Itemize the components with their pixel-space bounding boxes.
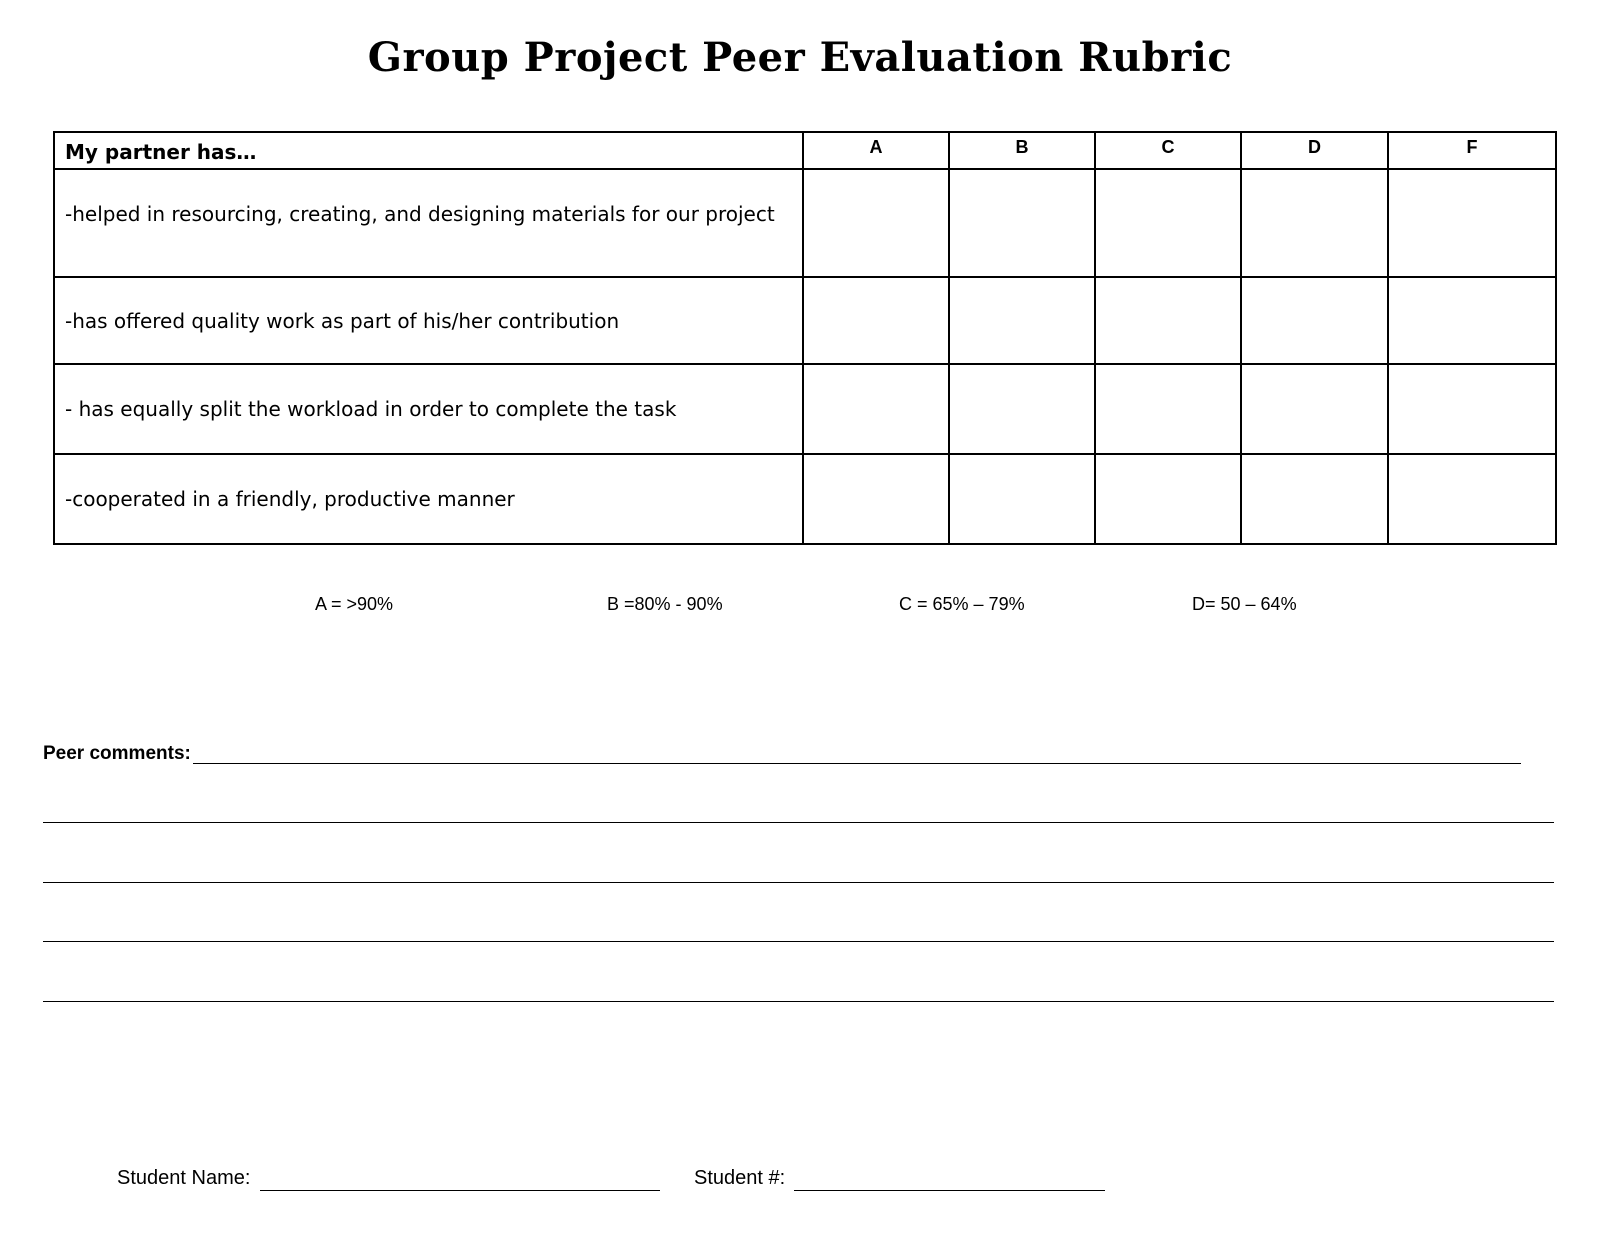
grade-cell-d[interactable] (1241, 277, 1388, 364)
grade-cell-b[interactable] (949, 364, 1095, 454)
grade-cell-d[interactable] (1241, 364, 1388, 454)
grade-cell-c[interactable] (1095, 454, 1241, 544)
grade-cell-b[interactable] (949, 454, 1095, 544)
grade-cell-c[interactable] (1095, 169, 1241, 277)
student-name-line[interactable] (260, 1190, 660, 1191)
criterion-resourcing: -helped in resourcing, creating, and designing materials for our project (54, 169, 803, 277)
student-name-label: Student Name: (117, 1167, 251, 1189)
grade-scale-d: D= 50 – 64% (1192, 594, 1297, 614)
grade-cell-f[interactable] (1388, 277, 1556, 364)
comment-line[interactable] (43, 822, 1554, 823)
grade-header-c: C (1095, 132, 1241, 169)
grade-scale-c: C = 65% – 79% (899, 594, 1025, 614)
grade-cell-f[interactable] (1388, 364, 1556, 454)
criterion-row-resourcing (54, 169, 1556, 277)
criterion-quality-work: -has offered quality work as part of his/her contribution (54, 277, 803, 364)
grade-scale-b: B =80% - 90% (607, 594, 723, 614)
criterion-workload: - has equally split the workload in order to complete the task (54, 364, 803, 454)
grade-cell-a[interactable] (803, 454, 949, 544)
comment-line[interactable] (43, 941, 1554, 942)
grade-cell-a[interactable] (803, 277, 949, 364)
grade-cell-d[interactable] (1241, 169, 1388, 277)
student-number-label: Student #: (694, 1167, 786, 1189)
criteria-header: My partner has… (54, 132, 803, 169)
grade-cell-b[interactable] (949, 169, 1095, 277)
page-title: Group Project Peer Evaluation Rubric (367, 34, 1233, 81)
grade-scale-a: A = >90% (315, 594, 394, 614)
comment-line[interactable] (43, 882, 1554, 883)
grade-cell-a[interactable] (803, 169, 949, 277)
grade-header-d: D (1241, 132, 1388, 169)
grade-cell-c[interactable] (1095, 277, 1241, 364)
criterion-row-quality (54, 277, 1556, 364)
grade-header-b: B (949, 132, 1095, 169)
grade-header-a: A (803, 132, 949, 169)
grade-cell-f[interactable] (1388, 169, 1556, 277)
peer-comments-label: Peer comments: (43, 743, 191, 764)
criterion-row-cooperation (54, 454, 1556, 544)
criterion-cooperation: -cooperated in a friendly, productive manner (54, 454, 803, 544)
peer-comments-line[interactable] (193, 763, 1521, 764)
grade-cell-d[interactable] (1241, 454, 1388, 544)
rubric-table (53, 131, 1557, 545)
grade-cell-f[interactable] (1388, 454, 1556, 544)
grade-cell-b[interactable] (949, 277, 1095, 364)
student-number-line[interactable] (794, 1190, 1105, 1191)
grade-cell-a[interactable] (803, 364, 949, 454)
grade-cell-c[interactable] (1095, 364, 1241, 454)
grade-header-f: F (1388, 132, 1556, 169)
rubric-header-row (54, 132, 1556, 169)
criterion-row-workload (54, 364, 1556, 454)
comment-line[interactable] (43, 1001, 1554, 1002)
